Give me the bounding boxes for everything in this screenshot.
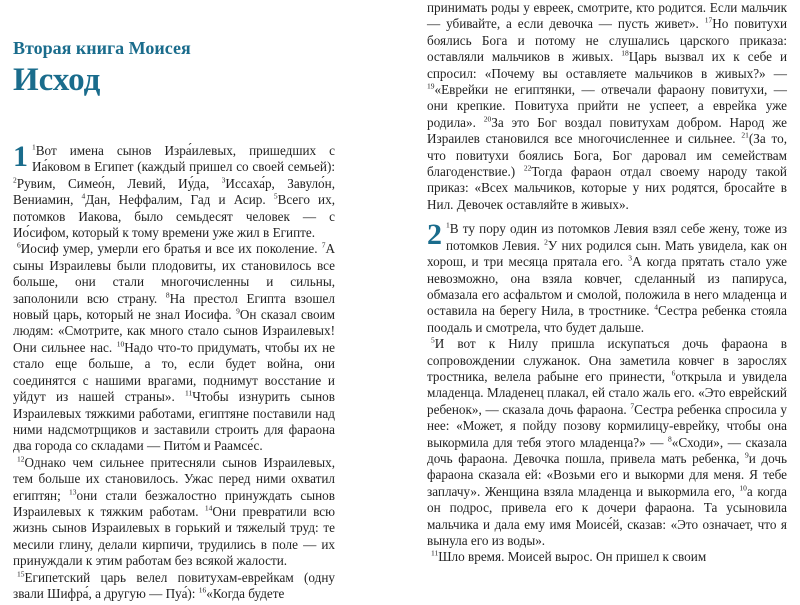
verse-text: и смолой, положила в него младенца и оставила на берегу Нила, в тростнике. [427, 286, 787, 319]
paragraph [427, 218, 787, 336]
verse-text: (За то, что повитухи боялись Бога, Бог даровал им семействам благоденствие [427, 131, 787, 180]
verse-text: Тогда фараон отдал своему народу такой приказ: «Всех мальчиков, которые у них родятся, бросайте в Нил. Девочек оставляйте в живых». [427, 164, 787, 212]
verse-text: , обмазала его асфальтом [427, 270, 787, 302]
verse-text: Сестра ребенка спросила у нее: «Может, я пойду позову кормилицу-еврейку, чтобы она выкормила для тебя этого младенца?» — [427, 401, 787, 450]
verse-number: 3 [628, 253, 633, 263]
verse-run [13, 140, 335, 241]
left-body [13, 140, 400, 602]
verse-text: Он сказал своим людям: «Смотрите, как много стало сынов Израилевых! Они сильнее нас. [13, 307, 335, 355]
paragraph [427, 549, 787, 565]
verse-number: 14 [204, 503, 213, 513]
verse-text: У них родился сын. Мать увидела, как он хорош, и три месяца прятала его. [427, 237, 787, 270]
verse-text: Но повитухи боялись Бога и потому не слушались царского приказа: оставляли мальчиков в живых. [427, 16, 787, 65]
verse-number: 15 [17, 569, 25, 579]
verse-number: 10 [116, 339, 125, 349]
verse-number: 19 [427, 81, 435, 91]
verse-number: 9 [236, 306, 240, 316]
verse-number: 22 [523, 163, 532, 173]
verse-number: 6 [671, 368, 676, 378]
verse-text: На престол Египта взошел новый царь, который не знал Иосифа. [13, 290, 335, 323]
verse-number: 16 [198, 585, 207, 595]
verse-text: .) [507, 164, 524, 180]
verse-number: 18 [621, 48, 629, 58]
verse-text: взял себе жену, тоже из потомков Левия. [446, 221, 787, 253]
verse-text: — Пито́м и Раамсе́с. [143, 438, 263, 454]
verse-number: 1 [32, 142, 36, 152]
verse-number: 8 [668, 434, 672, 444]
verse-text: , сделанный из папируса [618, 270, 784, 286]
verse-text: принимать роды у евреек, смотрите, кто родится. Если мальчик — убивайте, а если девочка — пусть живет». [427, 0, 787, 32]
paragraph [427, 0, 787, 213]
book-title: Исход [13, 62, 101, 98]
verse-text: открыла и увидела младенца. Младенец плакал, ей стало жаль его. «Это еврейский ребенок», — сказала дочь фараона. [427, 368, 787, 417]
verse-number: 3 [221, 175, 226, 185]
verse-number: 12 [17, 454, 25, 464]
paragraph [13, 140, 335, 241]
verse-number: 11 [185, 388, 193, 398]
verse-text: «Сходи», — сказала дочь фараона. Девочка пошла, привела мать ребенка, [427, 434, 787, 466]
verse-text: «Еврейки не египтянки, — отвечали фараону повитухи, — они крепкие. Повитуха прийти не успеет, а еврейка уже родила». [427, 82, 787, 130]
verse-number: 2 [13, 175, 17, 185]
verse-text: «Когда будете [206, 585, 285, 601]
verse-text: Иссаха́р, Завуло́н, Вениамин, [13, 175, 335, 208]
verse-text: Вот имена сынов Изра́илевых, пришедших с Иа́ковом в Египет (каждый пришел со своей семьей [32, 143, 335, 175]
verse-number: 8 [165, 290, 170, 300]
verse-number: 13 [69, 487, 77, 497]
verse-number: 5 [273, 191, 278, 201]
verse-text: Царь вызвал их к себе и спросил: «Почему вы оставляете мальчиков в живых?» — [427, 49, 788, 81]
verse-number: 11 [431, 549, 439, 559]
verse-text: А когда прятать стало уже невозможно, она взяла ковчег [427, 254, 787, 286]
verse-number: 7 [630, 401, 635, 411]
verse-text: Надо что-то придумать, чтобы их не стало еще больше, а то, если будет война, они соединятся с нашими врагами, поднимут восстание и уйдут из нашей страны». [13, 339, 335, 405]
verse-text: а когда он подрос, привела его к дочери фараона. Та усыновила мальчика и дала ему имя Моисе́й, сказав: «Это означает, что я вынула его из воды» [427, 483, 787, 548]
chapter-number: 1 [13, 140, 28, 173]
verse-text: Шло время. Моисей вырос. Он пришел к своим [438, 549, 707, 565]
verse-text: Египетский царь велел повитухам-еврейкам (одну звали Шифра́, а другую — Пуа́): [13, 569, 335, 601]
verse-run [427, 218, 787, 335]
paragraph [13, 241, 335, 454]
verse-text: . [541, 533, 546, 548]
verse-number: 1 [446, 220, 450, 230]
verse-text: Дан, Неффалим, Гад и Асир. [85, 192, 274, 208]
verse-text: В ту пору один из потомков Левия [449, 221, 649, 237]
verse-number: 4 [654, 302, 658, 312]
verse-number: 9 [744, 450, 749, 460]
verse-text: ): [326, 159, 335, 175]
verse-text: , трудились в поле — их принуждали к этим работам без всякой жалости. [13, 536, 335, 569]
verse-text: И вот к Нилу пришла искупаться дочь фараона в сопровождении служанок. Она заметила ковчег в зарослях тростника, велела рабыне его принести, [427, 336, 787, 384]
verse-text: Всего их, потомков Иакова, было семьдесят человек — с Ио́сифом, который к тому времени уже жил в Египте. [13, 192, 335, 241]
verse-text: Сестра ребенка стояла поодаль и смотрела, что будет дальше. [427, 303, 787, 335]
verse-number: 20 [483, 114, 492, 124]
right-column [400, 0, 800, 605]
paragraph [13, 570, 335, 603]
paragraph [13, 455, 335, 570]
verse-number: 10 [739, 483, 747, 493]
verse-number: 4 [81, 191, 86, 201]
verse-text: Однако чем сильнее притесняли сынов Израилевых, тем больше их становилось. Ужас перед ними охватил египтян; [13, 454, 335, 503]
verse-number: 7 [321, 241, 326, 251]
verse-number: 21 [741, 130, 749, 140]
verse-text: Иосиф умер, умерли его братья и все их поколение. [20, 241, 322, 257]
verse-text: были плодовиты, их становилось все больше, они стали многочисленны и сильны, заполонили всю страну. [13, 257, 335, 306]
verse-text: Рувим, Симео́н, Левий, Иу́да, [16, 175, 222, 191]
verse-number: 17 [704, 16, 713, 26]
verse-number: 6 [17, 241, 21, 251]
book-subtitle: Вторая книга Моисея [13, 38, 191, 58]
chapter-number: 2 [427, 218, 442, 252]
verse-number: 2 [544, 237, 548, 247]
verse-text: Чтобы изнурить сынов Израилевых тяжкими работами, египтяне поставили над ними надсмотрщиков и заставили строить для фараона два города со складами [13, 389, 335, 454]
verse-number: 5 [431, 335, 435, 345]
verse-text: А сыны Израилевы [13, 241, 335, 273]
verse-text: они стали безжалостно принуждать сынов Израилевых к тяжким работам. [13, 487, 335, 519]
verse-text: За это Бог воздал повитухам добром. Народ же Израилев становился все многочисленнее и сильнее. [427, 114, 787, 147]
verse-text: Они превратили всю жизнь сынов Израилевых в горький и тяжелый труд: те месили глину, делали кирпичи [13, 503, 335, 552]
verse-text: и дочь фараона сказала ей: «Возьми его и выкорми для меня. Я тебе заплачу». Женщина взяла младенца и выкормила его, [427, 450, 787, 499]
paragraph [427, 336, 787, 549]
